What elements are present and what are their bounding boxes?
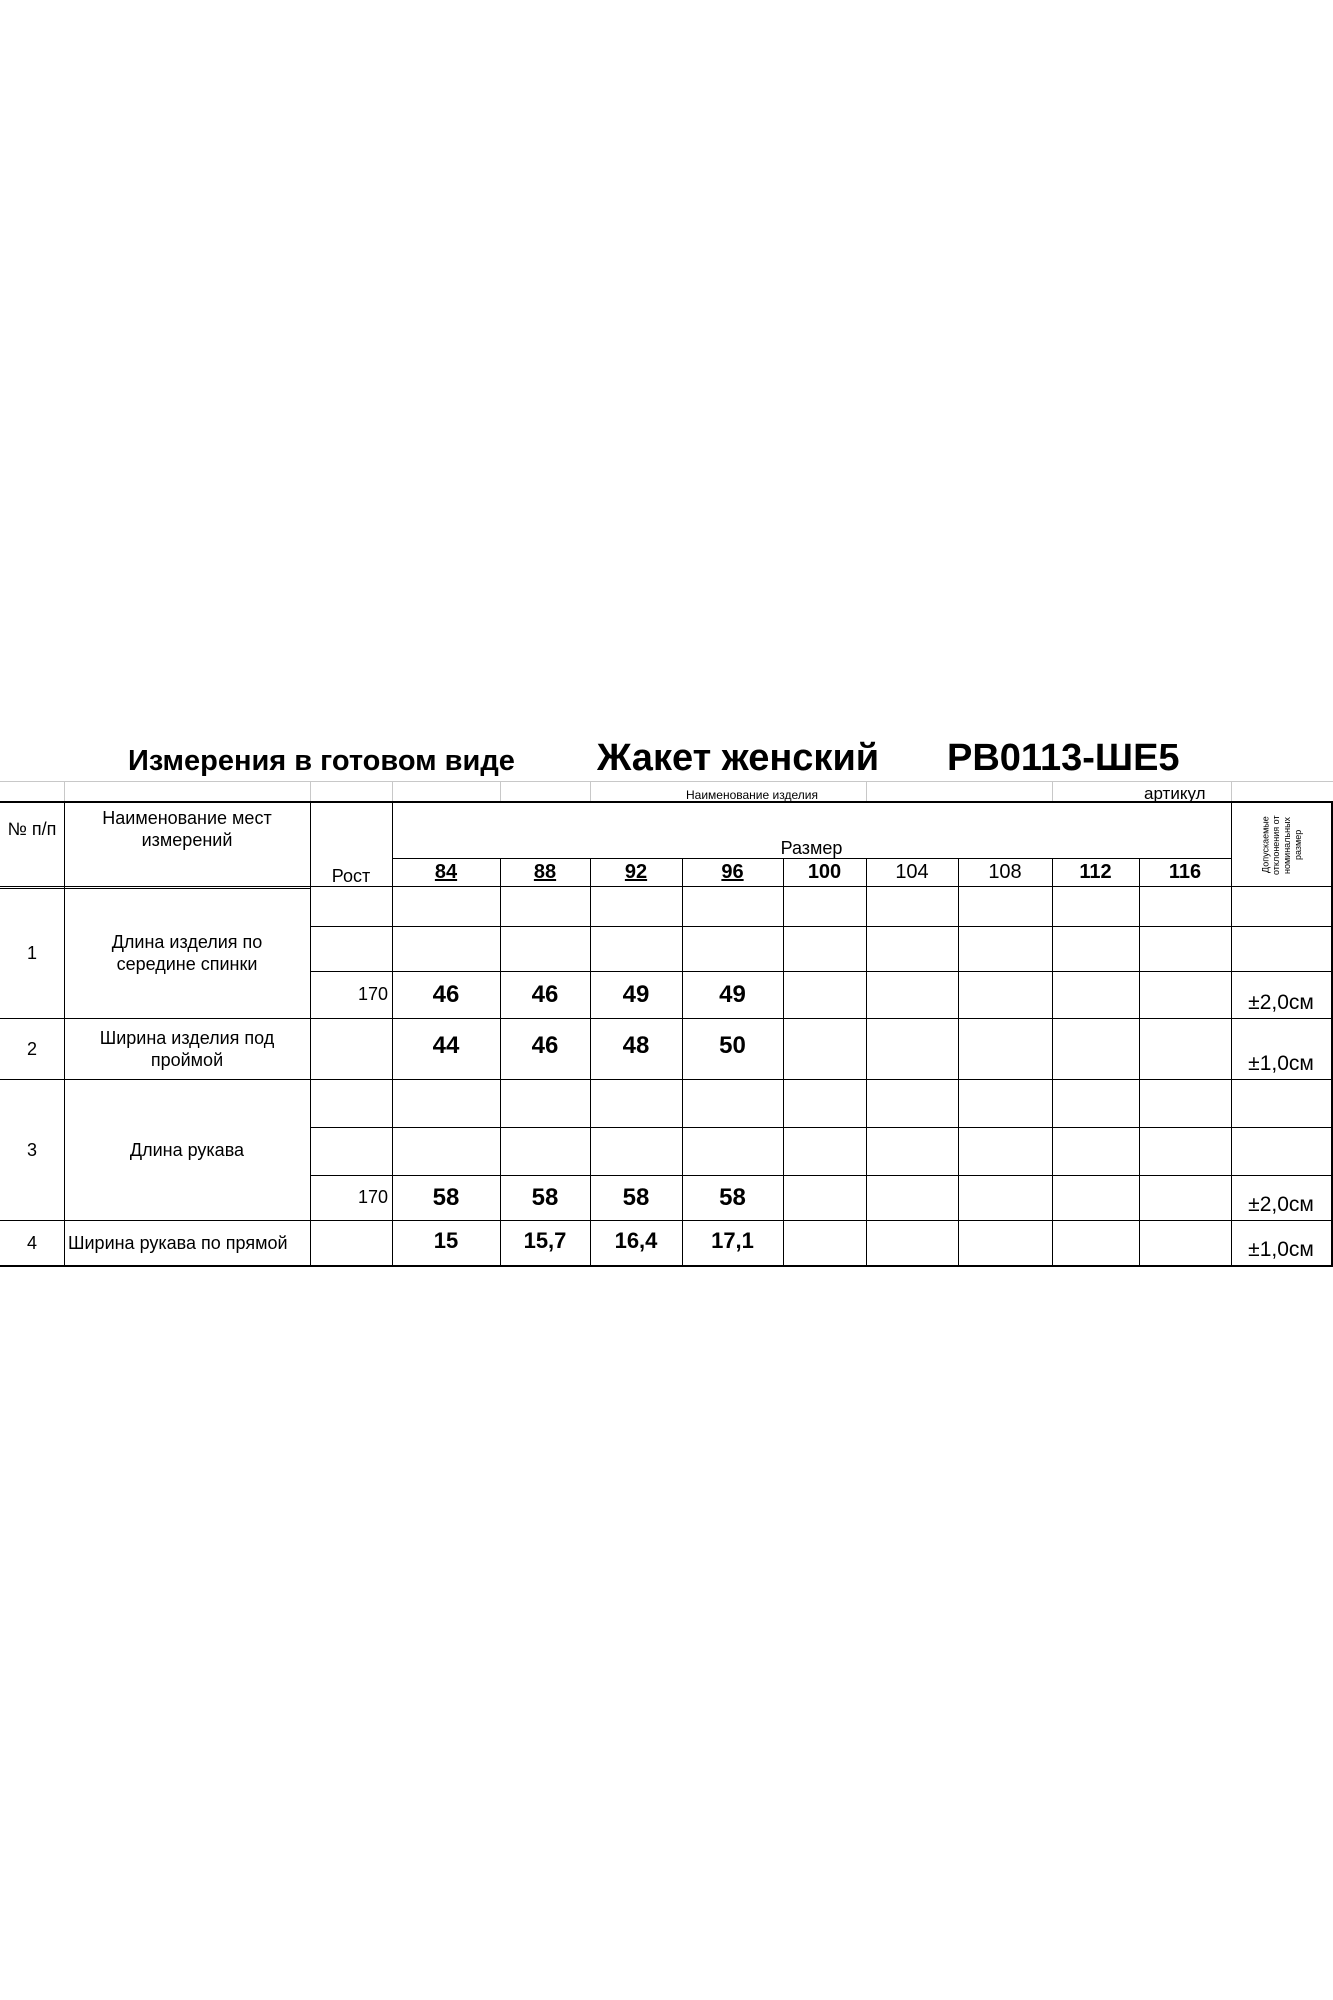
row-2-name: Ширина изделия под проймой bbox=[99, 1027, 275, 1070]
row-line bbox=[310, 926, 1333, 927]
row-2-value-88: 46 bbox=[531, 1032, 559, 1059]
size-header-88: 88 bbox=[533, 861, 557, 883]
column-header-tolerance: Допускаемые отклонения от номинальных размер bbox=[1260, 815, 1303, 875]
row-4-value-84: 15 bbox=[433, 1228, 459, 1254]
row-3-num: 3 bbox=[26, 1139, 37, 1160]
column-header-measure-name: Наименование мест измерений bbox=[102, 807, 272, 850]
row-3-rost: 170 bbox=[357, 1187, 388, 1208]
size-header-84: 84 bbox=[434, 861, 458, 883]
grid-line bbox=[500, 781, 501, 801]
row-3-name: Длина рукава bbox=[129, 1139, 245, 1160]
row-4-value-96: 17,1 bbox=[711, 1228, 754, 1254]
row-4-value-92: 16,4 bbox=[614, 1228, 658, 1254]
grid-line bbox=[1231, 781, 1232, 801]
product-name: Жакет женский bbox=[597, 737, 880, 779]
size-header-108: 108 bbox=[988, 861, 1022, 883]
row-1-tolerance: ±2,0см bbox=[1248, 990, 1314, 1014]
row-2-num: 2 bbox=[26, 1038, 37, 1059]
column-header-size-group: Размер bbox=[780, 837, 843, 858]
row-2-value-92: 48 bbox=[622, 1032, 650, 1059]
measure-title: Измерения в готовом виде bbox=[128, 745, 515, 777]
size-header-96: 96 bbox=[721, 861, 744, 883]
row-2-value-84: 44 bbox=[432, 1032, 460, 1059]
article-number: PB0113-ШЕ5 bbox=[947, 737, 1180, 779]
column-header-num: № п/п bbox=[7, 818, 57, 839]
row-3-tolerance: ±2,0см bbox=[1248, 1192, 1314, 1216]
row-1-value-84: 46 bbox=[432, 980, 460, 1008]
row-4-tolerance: ±1,0см bbox=[1248, 1237, 1314, 1261]
row-4-num: 4 bbox=[26, 1232, 37, 1253]
header-bottom-line bbox=[0, 886, 1333, 887]
grid-line bbox=[310, 781, 311, 801]
table-border-bottom bbox=[0, 1265, 1333, 1267]
row-3-value-84: 58 bbox=[432, 1183, 460, 1211]
row-3-value-92: 58 bbox=[622, 1183, 650, 1211]
row-1-value-92: 49 bbox=[622, 980, 650, 1008]
column-line bbox=[958, 858, 959, 1266]
article-caption: артикул bbox=[1144, 784, 1206, 803]
row-1-value-88: 46 bbox=[531, 980, 559, 1008]
column-line bbox=[1052, 858, 1053, 1266]
row-line bbox=[310, 1127, 1333, 1128]
size-header-112: 112 bbox=[1079, 861, 1112, 883]
column-header-rost: Рост bbox=[331, 865, 371, 886]
row-3-value-96: 58 bbox=[719, 1183, 746, 1211]
grid-line bbox=[1052, 781, 1053, 801]
measurement-sheet bbox=[0, 733, 1333, 1268]
row-4-value-88: 15,7 bbox=[523, 1228, 567, 1254]
grid-line bbox=[590, 781, 591, 801]
row-1-num: 1 bbox=[26, 942, 37, 963]
row-2-value-96: 50 bbox=[719, 1032, 746, 1059]
size-header-100: 100 bbox=[807, 861, 842, 883]
product-name-caption: Наименование изделия bbox=[686, 788, 818, 802]
grid-line bbox=[64, 781, 65, 801]
row-3-value-88: 58 bbox=[531, 1183, 559, 1211]
column-line bbox=[1139, 858, 1140, 1266]
grid-line bbox=[392, 781, 393, 801]
row-4-name: Ширина рукава по прямой bbox=[68, 1232, 288, 1253]
row-1-name: Длина изделия по середине спинки bbox=[111, 931, 263, 974]
size-header-92: 92 bbox=[624, 861, 648, 883]
column-line bbox=[866, 858, 867, 1266]
size-header-116: 116 bbox=[1168, 861, 1202, 883]
grid-line bbox=[866, 781, 867, 801]
row-1-value-96: 49 bbox=[719, 980, 746, 1008]
column-line bbox=[783, 858, 784, 1266]
grid-line bbox=[0, 781, 1333, 782]
row-1-rost: 170 bbox=[357, 984, 388, 1005]
size-header-104: 104 bbox=[895, 861, 929, 883]
row-2-tolerance: ±1,0см bbox=[1248, 1051, 1314, 1075]
